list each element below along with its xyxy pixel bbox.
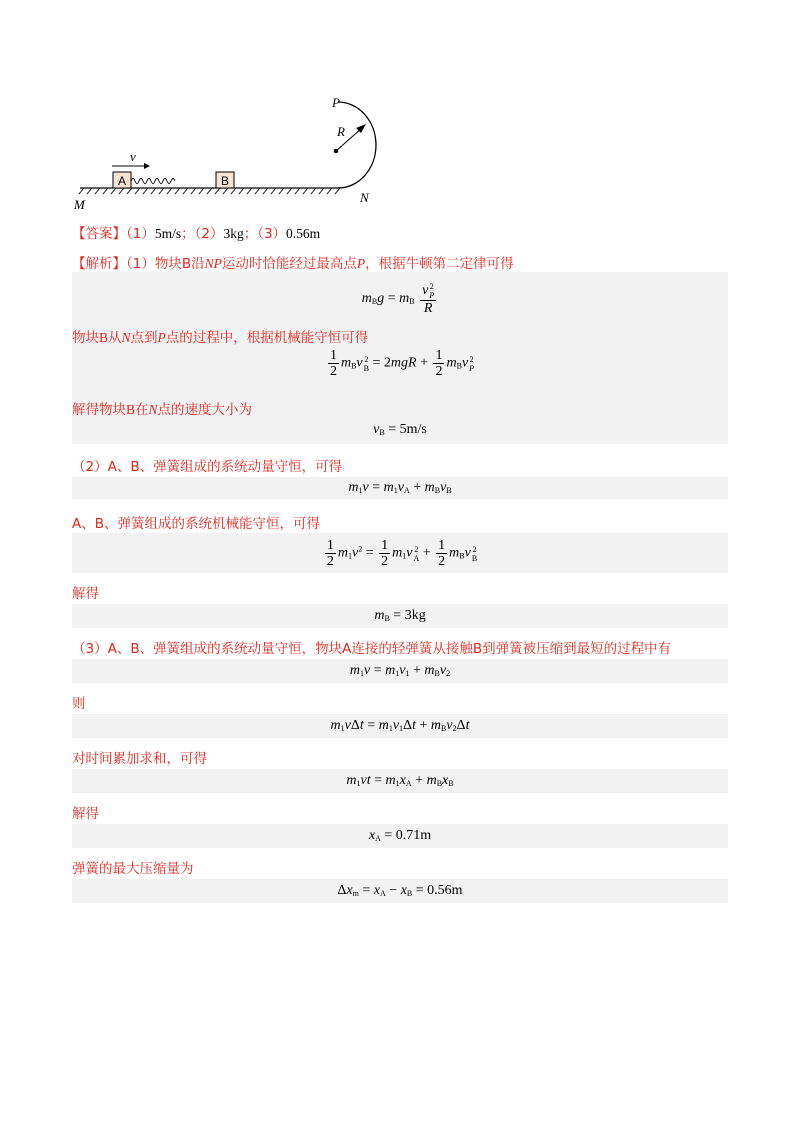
analysis-text: 运动时恰能经过最高点 (221, 256, 357, 272)
analysis-line-9: 对时间累加求和，可得 (72, 751, 207, 767)
spring (131, 179, 175, 184)
answer-part-1: （1） (126, 226, 155, 242)
answer-line (72, 222, 320, 242)
equation-mb-result: $m_B = 3kg$ (374, 608, 426, 623)
analysis-symbol: P (157, 330, 166, 345)
semicircle-track (338, 102, 376, 188)
analysis-text: 解得物块B在 (72, 402, 149, 417)
answer-separator: ； (243, 226, 258, 242)
equation-value: 0.71m (395, 828, 432, 843)
analysis-line-6: 解得 (72, 586, 99, 602)
point-p-label: P (332, 95, 340, 110)
point-n-label: N (360, 190, 369, 205)
analysis-line-11: 弹簧的最大压缩量为 (72, 861, 194, 877)
answer-value-1: 5m/s (154, 226, 182, 241)
answer-value-2: 3kg (223, 226, 244, 241)
analysis-text: 点到 (130, 330, 158, 345)
analysis-tag: 【解析】 (72, 256, 126, 272)
block-a-label: A (117, 174, 127, 188)
equation-box-energy-2 (72, 533, 728, 573)
answer-part-2: （2） (194, 226, 224, 242)
equation-box-1 (72, 272, 728, 444)
equation-value: 3kg (404, 608, 426, 623)
analysis-line-4: （2）A、B、弹簧组成的系统动量守恒，可得 (72, 459, 343, 475)
ground-hatching (79, 188, 340, 194)
equation-impulse: $m_1v\Delta t = m_1v_1\Delta t + m_Bv_2\Delta t$ (330, 718, 470, 733)
answer-tag: 【答案】 (72, 226, 126, 242)
equation-box-max-compression (72, 879, 728, 903)
block-b-label: B (220, 174, 230, 188)
radius-label: R (337, 124, 345, 139)
velocity-arrowhead (144, 163, 150, 169)
answer-part-3: （3） (257, 226, 287, 242)
equation-value: 0.56m (427, 883, 463, 898)
equation-box-momentum (72, 477, 728, 499)
analysis-line-10: 解得 (72, 806, 99, 822)
equation-momentum-1: $m_1v = m_1v_A + m_Bv_B$ (348, 480, 452, 495)
answer-separator: ； (181, 226, 195, 242)
equation-newton-second-law: $m_Bg = m_B$ v 2 P R (361, 282, 435, 316)
equation-xa-result: $x_A = 0.71m$ (368, 828, 432, 843)
velocity-label: v (130, 149, 136, 164)
analysis-text: ，根据牛顿第二定律可得 (365, 256, 514, 272)
analysis-text: 点的速度大小为 (157, 402, 253, 417)
analysis-line-3 (72, 398, 252, 418)
equation-value: 5m/s (399, 422, 427, 437)
equation-box-impulse (72, 714, 728, 738)
equation-energy-conservation-1: $\frac{1}{2}$ $m_Bv$ 2 B = 2mgR + $\frac{1}{2}$ $m_Bv$ 2 P (329, 348, 475, 379)
analysis-line-1 (72, 252, 514, 272)
equation-max-compression: $\Delta x_m = x_A - x_B = 0.56m$ (337, 883, 463, 898)
analysis-line-2 (72, 326, 368, 346)
equation-vb-result: $v_B = 5m/s$ (373, 422, 427, 437)
equation-box-xa (72, 824, 728, 848)
analysis-line-8: 则 (72, 696, 86, 712)
analysis-symbol: P (356, 256, 366, 271)
analysis-symbol: N (148, 402, 158, 417)
equation-box-mb (72, 604, 728, 628)
equation-displacement: $m_1vt = m_1x_A + m_Bx_B$ (346, 773, 454, 788)
analysis-line-7: （3）A、B、弹簧组成的系统动量守恒，物块A连接的轻弹簧从接触B到弹簧被压缩到最短的过程中有 (72, 641, 672, 657)
analysis-line-5: A、B、弹簧组成的系统机械能守恒，可得 (72, 516, 320, 532)
analysis-text: 物块B从 (72, 330, 122, 345)
physics-diagram (70, 90, 410, 215)
answer-value-3: 0.56m (286, 226, 321, 241)
equation-energy-conservation-2: $\frac{1}{2}$ $m_1v^2$ = $\frac{1}{2}$ $m_1v$ 2 A + $\frac{1}{2}$ $m_Bv$ 2 B (326, 538, 478, 569)
equation-momentum-3: $m_1v = m_1v_1 + m_Bv_2$ (349, 663, 451, 678)
analysis-symbol: NP (204, 256, 222, 271)
point-m-label: M (74, 197, 85, 212)
equation-box-displacement (72, 769, 728, 793)
equation-box-momentum-3 (72, 659, 728, 683)
analysis-text: （1）物块B沿 (126, 256, 205, 272)
analysis-symbol: N (121, 330, 131, 345)
analysis-text: 点的过程中，根据机械能守恒可得 (165, 330, 369, 345)
